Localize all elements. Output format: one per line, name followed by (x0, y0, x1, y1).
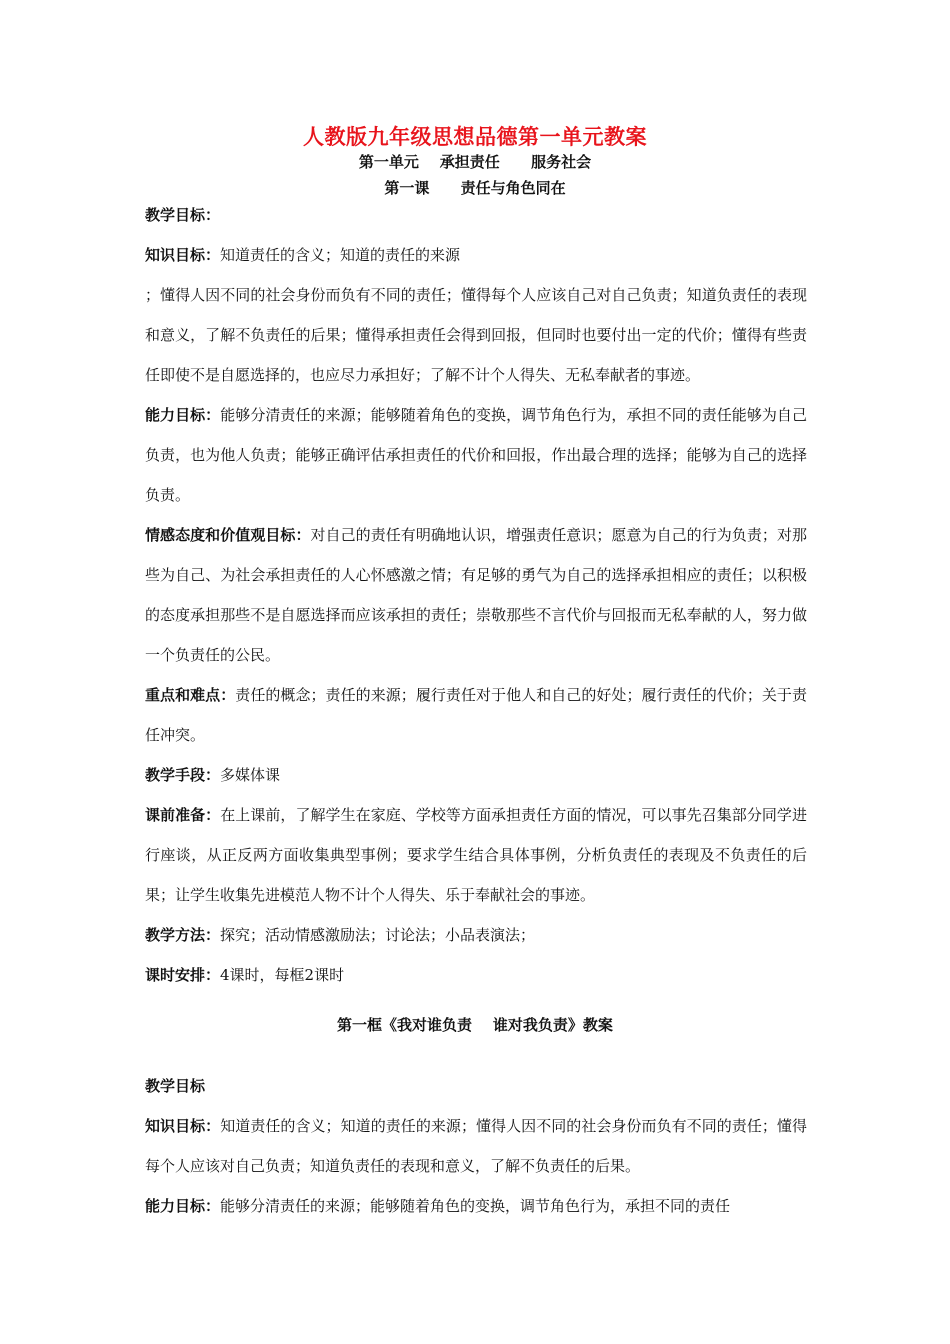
section-body (145, 1066, 807, 1226)
schedule-label: 课时安排： (145, 966, 221, 984)
knowledge-goal-text: 知道责任的含义；知道的责任的来源 (220, 246, 461, 264)
lesson-plan-body (145, 195, 807, 995)
key-points-label: 重点和难点： (145, 686, 236, 704)
section-ability-text: 能够分清责任的来源；能够随着角色的变换，调节角色行为，承担不同的责任 (220, 1197, 731, 1215)
teaching-means-paragraph (145, 755, 807, 795)
section-goals-label: 教学目标 (145, 1077, 206, 1095)
key-points-paragraph (145, 675, 807, 755)
section-ability-paragraph (145, 1186, 807, 1226)
knowledge-goal-continuation: ；懂得人因不同的社会身份而负有不同的责任；懂得每个人应该自己对自己负责；知道负责任的表现和意义，了解不负责任的后果；懂得承担责任会得到回报，但同时也要付出一定的代价；懂得有些责任即使不是自愿选择的，也应尽力承担好；了解不计个人得失、无私奉献者的事迹。 (145, 286, 807, 384)
key-points-text: 责任的概念；责任的来源；履行责任对于他人和自己的好处；履行责任的代价；关于责任冲突。 (145, 686, 807, 744)
section-knowledge-label: 知识目标： (145, 1117, 221, 1135)
methods-label: 教学方法： (145, 926, 221, 944)
emotion-goal-paragraph (145, 515, 807, 675)
schedule-paragraph (145, 955, 807, 995)
methods-text: 探究；活动情感激励法；讨论法；小品表演法； (220, 926, 536, 944)
unit-heading: 第一单元 承担责任 服务社会 (358, 153, 592, 171)
document-title: 人教版九年级思想品德第一单元教案 (303, 124, 647, 149)
section-ability-label: 能力目标： (145, 1197, 221, 1215)
schedule-text: 4课时，每框2课时 (220, 966, 345, 984)
teaching-goals-label: 教学目标： (145, 206, 221, 224)
preparation-text: 在上课前，了解学生在家庭、学校等方面承担责任方面的情况，可以事先召集部分同学进行座谈，从正反两方面收集典型事例；要求学生结合具体事例，分析负责任的表现及不负责任的后果；让学生收集先进模范人物不计个人得失、乐于奉献社会的事迹。 (145, 806, 807, 904)
ability-goal-label: 能力目标： (145, 406, 221, 424)
emotion-goal-label: 情感态度和价值观目标： (145, 526, 311, 544)
knowledge-goal-paragraph (145, 235, 807, 275)
teaching-means-label: 教学手段： (145, 766, 221, 784)
preparation-label: 课前准备： (145, 806, 221, 824)
ability-goal-paragraph (145, 395, 807, 515)
knowledge-goal-label: 知识目标： (145, 246, 221, 264)
section-heading: 第一框《我对谁负责 谁对我负责》教案 (337, 1016, 613, 1034)
section-goals-heading (145, 1066, 807, 1106)
section-knowledge-paragraph (145, 1106, 807, 1186)
teaching-means-text: 多媒体课 (220, 766, 281, 784)
ability-goal-text: 能够分清责任的来源；能够随着角色的变换，调节角色行为，承担不同的责任能够为自己负责，也为他人负责；能够正确评估承担责任的代价和回报，作出最合理的选择；能够为自己的选择负责。 (145, 406, 807, 504)
teaching-goals-heading (145, 195, 807, 235)
lesson-heading: 第一课 责任与角色同在 (384, 179, 566, 197)
emotion-goal-text: 对自己的责任有明确地认识，增强责任意识；愿意为自己的行为负责；对那些为自己、为社会承担责任的人心怀感激之情；有足够的勇气为自己的选择承担相应的责任；以积极的态度承担那些不是自愿选择而应该承担的责任；崇敬那些不言代价与回报而无私奉献的人，努力做一个负责任的公民。 (145, 526, 807, 664)
methods-paragraph (145, 915, 807, 955)
preparation-paragraph (145, 795, 807, 915)
section-knowledge-text: 知道责任的含义；知道的责任的来源；懂得人因不同的社会身份而负有不同的责任；懂得每个人应该对自己负责；知道负责任的表现和意义，了解不负责任的后果。 (145, 1117, 807, 1175)
